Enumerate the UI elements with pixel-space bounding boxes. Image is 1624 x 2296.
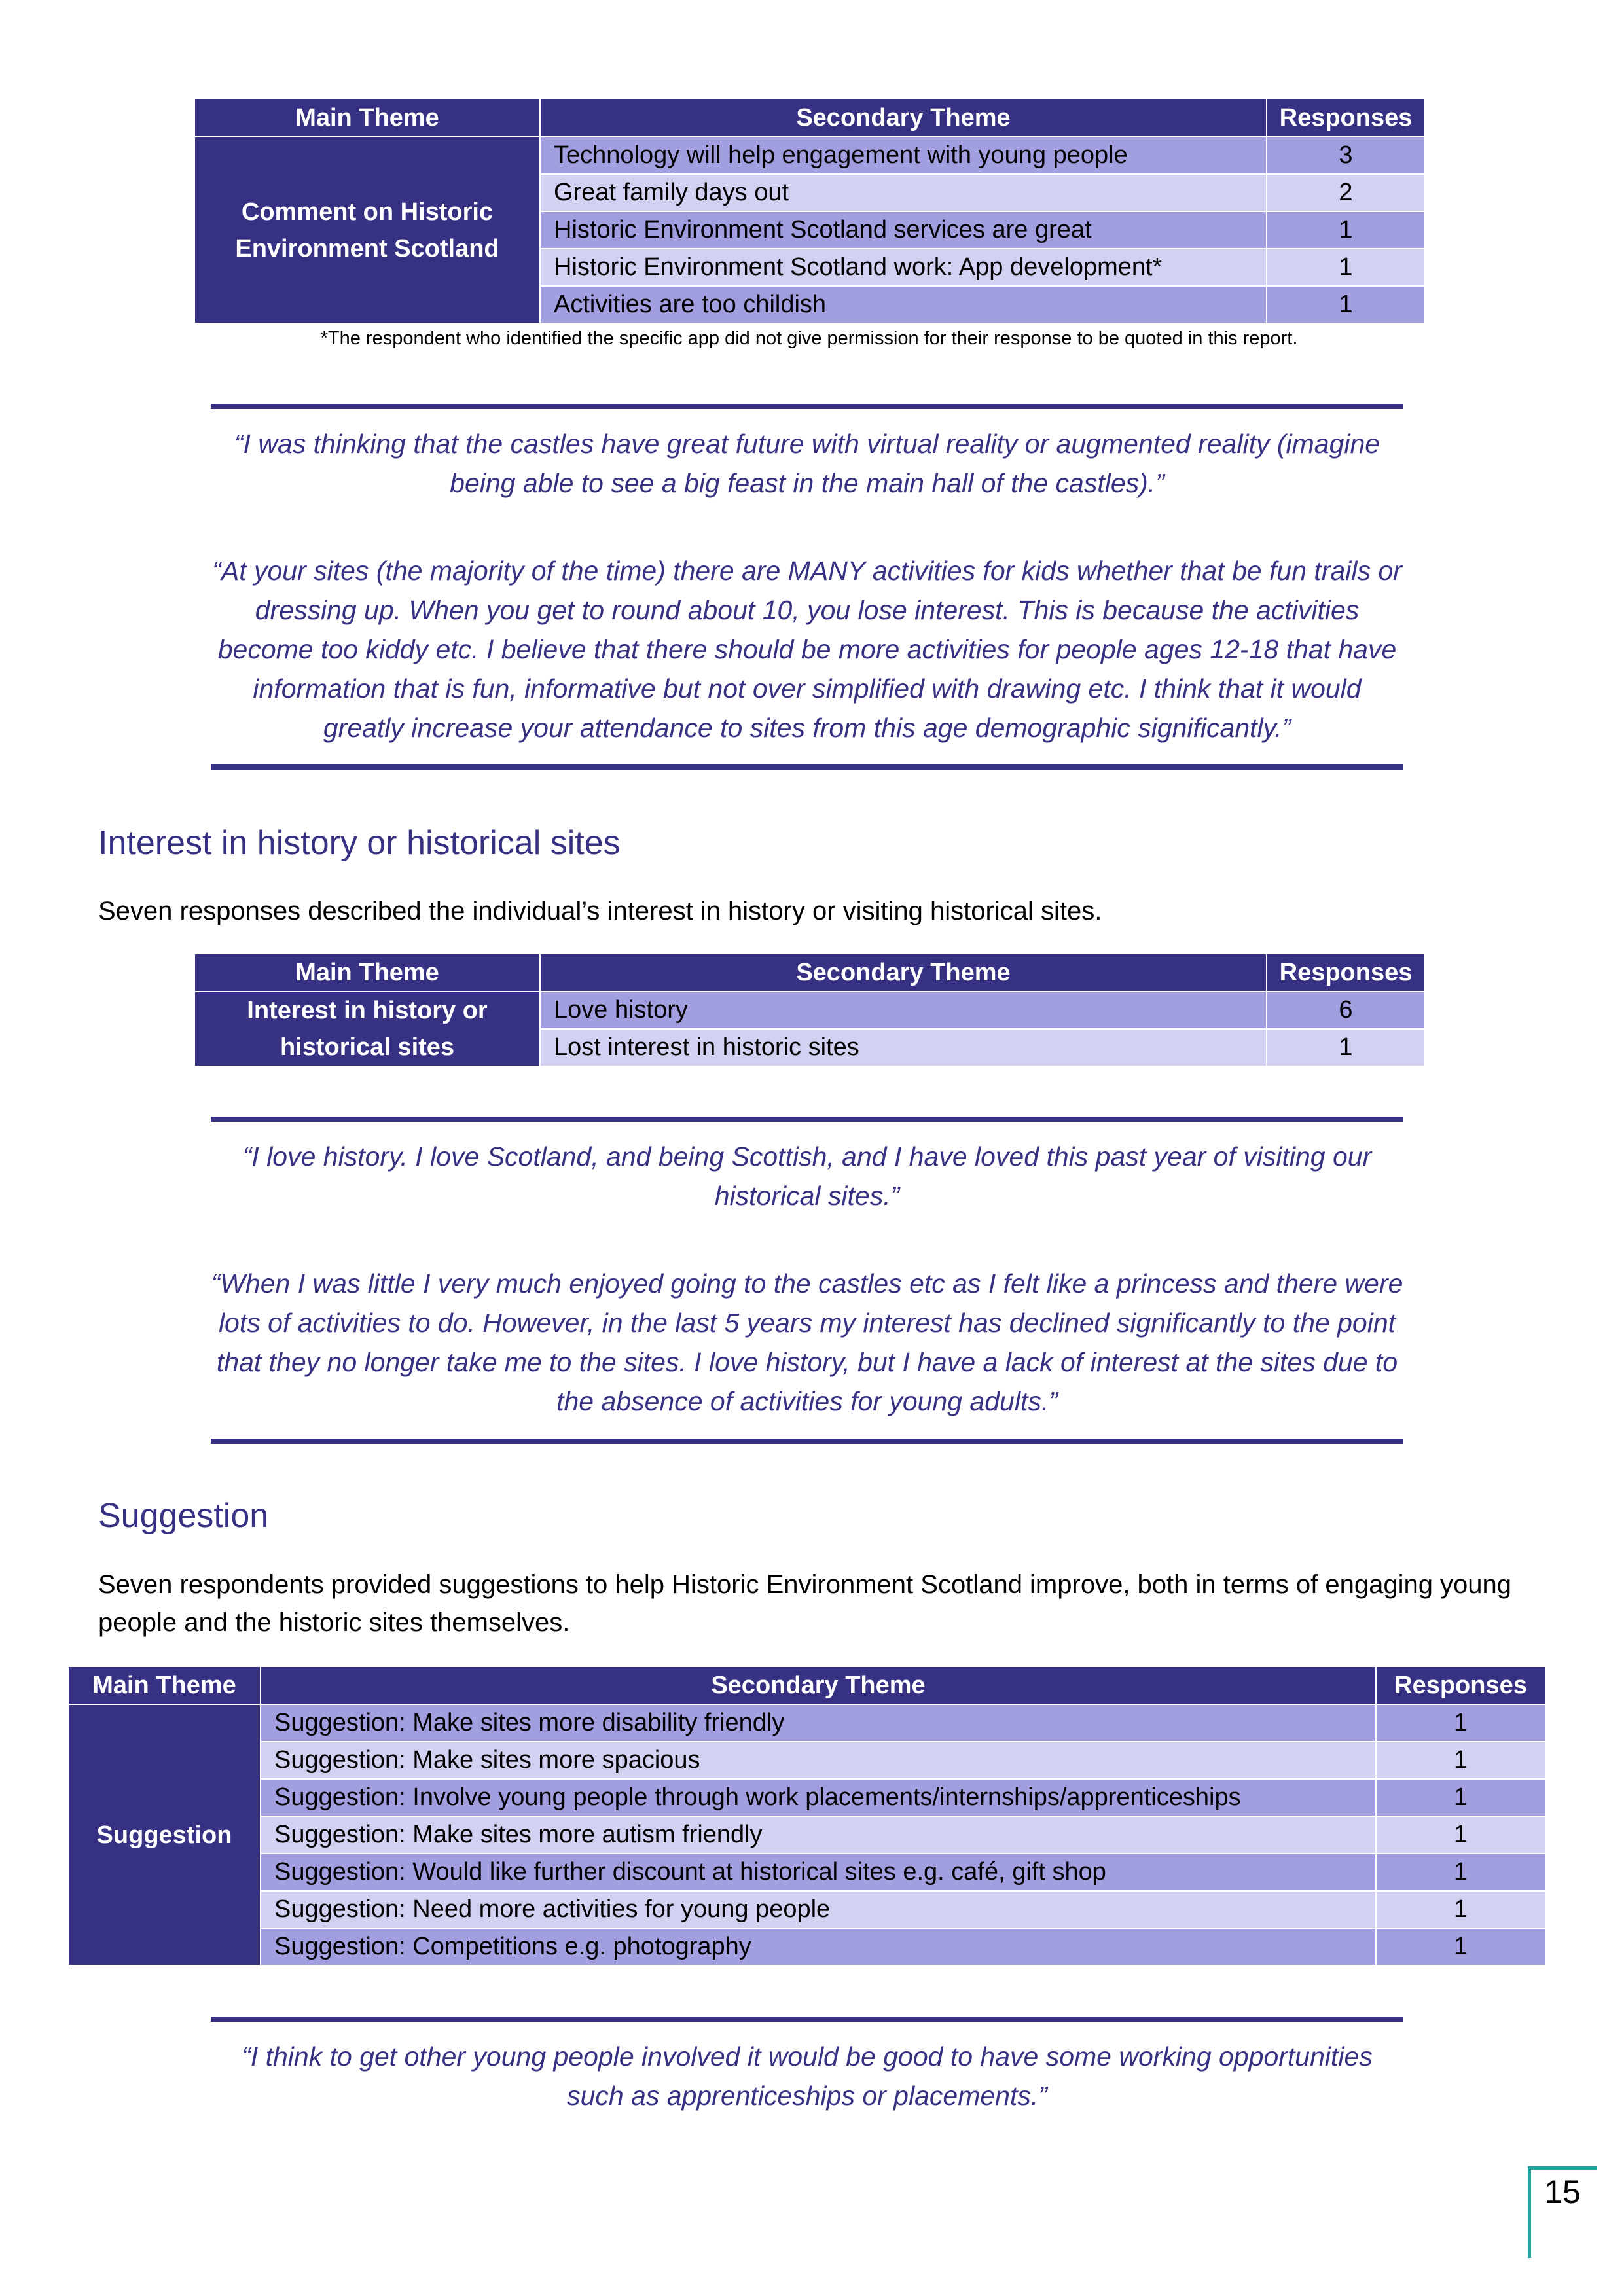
main-theme-header: Main Theme [194,954,540,992]
table-footnote: *The respondent who identified the specific app did not give permission for their response to be quoted in this report. [320,328,1298,349]
table-row [68,1928,1545,1965]
table-row [68,1891,1545,1928]
responses-header: Responses [1376,1666,1545,1704]
secondary-theme-cell: Suggestion: Would like further discount at historical sites e.g. café, gift shop [261,1854,1376,1891]
section-heading-interest: Interest in history or historical sites [98,824,621,862]
section-heading-suggestion: Suggestion [98,1497,269,1535]
responses-header: Responses [1267,99,1425,137]
table-row [68,1704,1545,1742]
responses-cell: 1 [1267,1029,1425,1066]
quote: “When I was little I very much enjoyed going to the castles etc as I felt like a princess and there were lots of activities to do. However, in the last 5 years my interest has declined significantly to the point that they no longer take me to the sites. I love history, but I have a lack of interest at the sites due to the absence of activities for young adults.” [211,1268,1403,1416]
secondary-theme-cell: Suggestion: Involve young people through work placements/internships/apprenticeships [261,1779,1376,1816]
secondary-theme-cell: Suggestion: Need more activities for young people [261,1891,1376,1928]
quote: “At your sites (the majority of the time) there are MANY activities for kids whether that be fun trails or dressing up. When you get to round about 10, you lose interest. This is because the activities become too kiddy etc. I believe that there should be more activities for people ages 12-18 that have information that is fun, informative but not over simplified with drawing etc. I think that it would greatly increase your attendance to sites from this age demographic significantly.” [212,556,1402,743]
table-row [68,1742,1545,1779]
secondary-theme-cell: Suggestion: Make sites more autism friendly [261,1816,1376,1854]
table-row [68,1854,1545,1891]
secondary-theme-cell: Suggestion: Competitions e.g. photography [261,1928,1376,1965]
responses-cell: 1 [1376,1891,1545,1928]
table-row [68,1779,1545,1816]
secondary-theme-header: Secondary Theme [540,954,1267,992]
responses-cell: 3 [1267,137,1425,174]
section-intro: Seven responses described the individual’s interest in history or visiting historical sites. [98,897,1102,925]
main-theme-header: Main Theme [68,1666,261,1704]
theme-table-comment-hes [194,98,1426,324]
main-theme-cell: Suggestion [68,1704,261,1965]
quote-bottom-rule [211,764,1403,770]
quote-top-rule [211,1117,1403,1122]
quote-top-rule [211,2017,1403,2022]
quote: “I was thinking that the castles have great future with virtual reality or augmented reality (imagine being able to see a big feast in the main hall of the castles).” [234,429,1380,498]
responses-cell: 1 [1376,1854,1545,1891]
quote-bottom-rule [211,1439,1403,1444]
main-theme-header: Main Theme [194,99,540,137]
page-number-rule [1528,2166,1597,2170]
page-number: 15 [1544,2174,1581,2210]
table-header-row [194,99,1425,137]
secondary-theme-cell: Historic Environment Scotland work: App development* [540,249,1267,286]
secondary-theme-cell: Suggestion: Make sites more disability friendly [261,1704,1376,1742]
section-intro: Seven respondents provided suggestions to help Historic Environment Scotland improve, both in terms of engaging young people and the historic sites themselves. [98,1570,1512,1637]
secondary-theme-header: Secondary Theme [540,99,1267,137]
main-theme-cell: Comment on Historic Environment Scotland [194,137,540,323]
table-header-row [194,954,1425,992]
secondary-theme-cell: Great family days out [540,174,1267,211]
responses-cell: 1 [1267,286,1425,323]
secondary-theme-cell: Historic Environment Scotland services are great [540,211,1267,249]
secondary-theme-header: Secondary Theme [261,1666,1376,1704]
responses-cell: 1 [1376,1742,1545,1779]
theme-table-interest [194,953,1426,1067]
responses-cell: 2 [1267,174,1425,211]
responses-cell: 1 [1267,249,1425,286]
table-header-row [68,1666,1545,1704]
quote: “I think to get other young people involved it would be good to have some working opportunities such as apprenticeships or placements.” [242,2041,1373,2111]
table-row [194,992,1425,1029]
responses-cell: 1 [1376,1779,1545,1816]
secondary-theme-cell: Suggestion: Make sites more spacious [261,1742,1376,1779]
quote-top-rule [211,404,1403,409]
secondary-theme-cell: Love history [540,992,1267,1029]
secondary-theme-cell: Lost interest in historic sites [540,1029,1267,1066]
responses-cell: 1 [1376,1704,1545,1742]
responses-cell: 1 [1376,1928,1545,1965]
theme-table-suggestion [67,1666,1546,1966]
responses-cell: 1 [1267,211,1425,249]
table-row [194,137,1425,174]
secondary-theme-cell: Technology will help engagement with young people [540,137,1267,174]
responses-header: Responses [1267,954,1425,992]
table-row [68,1816,1545,1854]
secondary-theme-cell: Activities are too childish [540,286,1267,323]
main-theme-cell: Interest in history or historical sites [194,992,540,1066]
responses-cell: 6 [1267,992,1425,1029]
quote: “I love history. I love Scotland, and being Scottish, and I have loved this past year of visiting our historical sites.” [242,1141,1372,1211]
responses-cell: 1 [1376,1816,1545,1854]
